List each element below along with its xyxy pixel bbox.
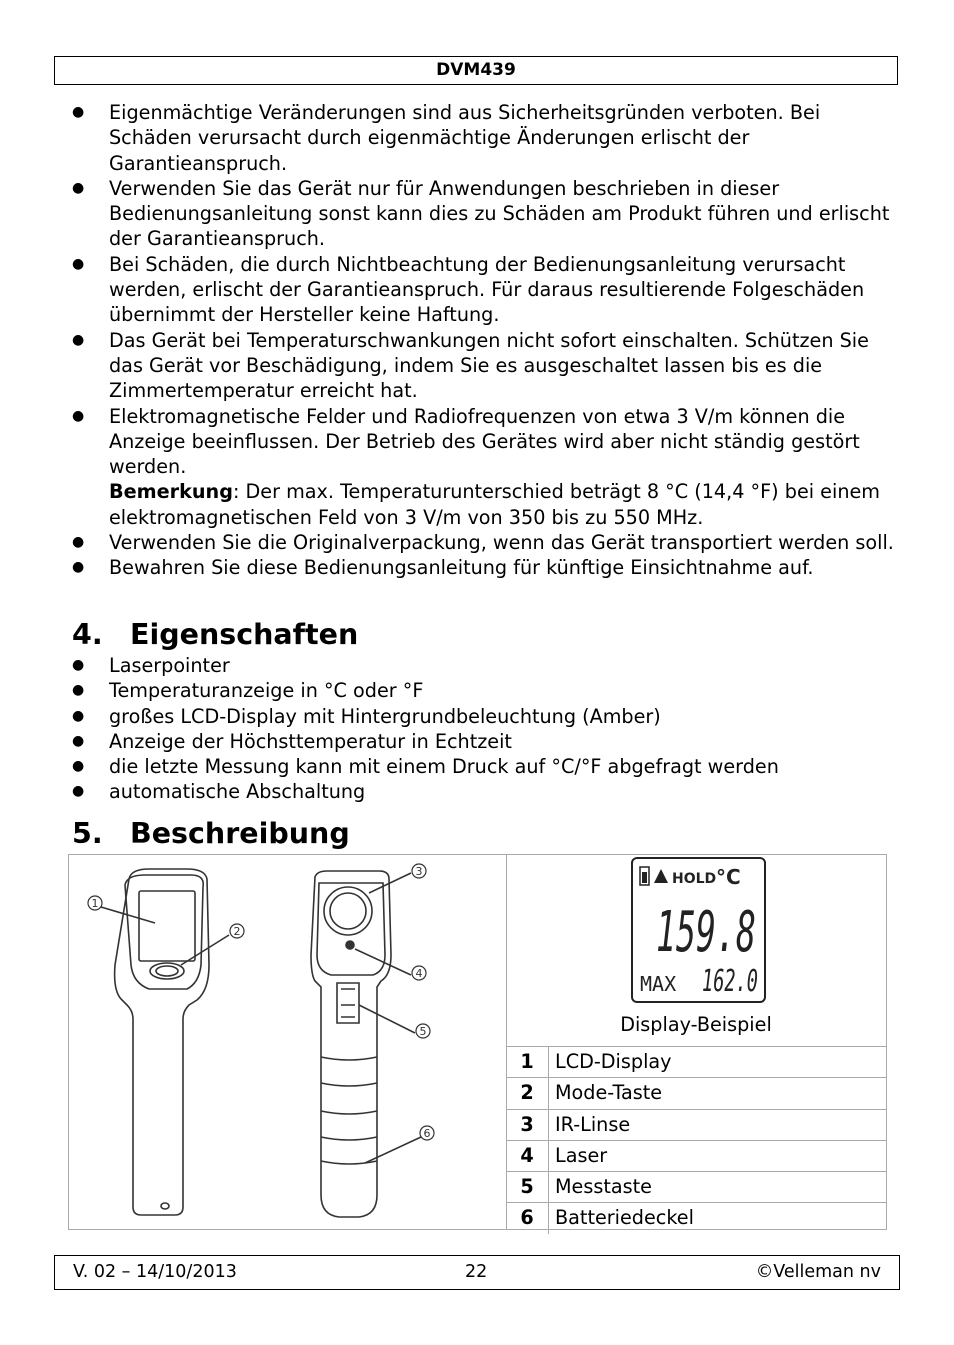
unit-indicator: °C — [716, 865, 741, 889]
list-item — [68, 530, 898, 555]
list-item-text: großes LCD-Display mit Hintergrundbeleuchtung (Amber) — [109, 704, 661, 728]
svg-text:1: 1 — [91, 897, 99, 910]
list-item-text: automatische Abschaltung — [109, 780, 366, 804]
svg-text:3: 3 — [415, 865, 423, 878]
part-label: Laser — [555, 1143, 608, 1167]
note-label: Bemerkung — [109, 480, 233, 504]
list-item — [68, 779, 898, 804]
list-item-text: Anzeige der Höchsttemperatur in Echtzeit — [109, 729, 512, 753]
section-heading-eigenschaften — [72, 617, 358, 653]
bullet-icon: ● — [72, 104, 85, 120]
callout-5 — [416, 1024, 430, 1038]
bullet-icon: ● — [72, 407, 85, 424]
list-item — [68, 729, 898, 754]
section-heading-beschreibung — [72, 816, 350, 852]
lcd-display-example — [506, 855, 886, 1010]
list-item — [68, 100, 898, 176]
part-label: Messtaste — [555, 1175, 652, 1199]
table-row — [506, 1110, 886, 1141]
page-number: 22 — [465, 1262, 488, 1282]
callout-6 — [420, 1126, 434, 1140]
parts-list — [506, 1047, 886, 1234]
list-item — [68, 176, 898, 252]
list-item — [68, 555, 898, 580]
main-reading: 159.8 — [656, 900, 756, 965]
bullet-icon: ● — [72, 732, 85, 749]
table-row — [506, 1203, 886, 1233]
svg-text:5: 5 — [419, 1025, 427, 1038]
table-row — [506, 1047, 886, 1078]
list-item — [68, 704, 898, 729]
laser-dot — [346, 941, 354, 949]
table-row — [506, 1078, 886, 1109]
part-number: 1 — [506, 1047, 549, 1077]
page-footer — [54, 1255, 900, 1290]
svg-text:2: 2 — [233, 925, 241, 938]
device-illustration — [69, 855, 506, 1229]
display-caption: Display-Beispiel — [620, 1013, 772, 1036]
section-number: 5. — [72, 817, 103, 850]
list-item — [68, 404, 898, 530]
section-title: Eigenschaften — [130, 618, 359, 651]
part-number: 4 — [506, 1141, 549, 1171]
list-item-text: Bei Schäden, die durch Nichtbeachtung der Bedienungsanleitung verursacht werden, erlischt der Garantieanspruch. Für daraus resultierende Folgeschäden übernimmt der Hersteller keine Haftung. — [109, 252, 865, 327]
table-row — [506, 1141, 886, 1172]
callout-1 — [88, 896, 102, 910]
ir-lens — [324, 887, 372, 935]
device-side-view — [311, 871, 391, 1217]
list-item-text: Temperaturanzeige in °C oder °F — [109, 679, 424, 703]
bullet-icon: ● — [72, 179, 85, 196]
callout-4 — [412, 966, 426, 980]
part-number: 3 — [506, 1110, 549, 1140]
list-item — [68, 252, 898, 328]
section-title: Beschreibung — [130, 817, 350, 850]
list-item — [68, 653, 898, 678]
max-reading: 162.0 — [702, 964, 758, 999]
footer-version: V. 02 – 14/10/2013 — [73, 1262, 237, 1282]
device-illustration-cell — [69, 855, 507, 1229]
device-front-view — [115, 869, 209, 1215]
bullet-icon: ● — [72, 559, 85, 576]
callout-3 — [412, 864, 426, 878]
svg-text:6: 6 — [423, 1127, 431, 1140]
max-label: MAX — [640, 972, 677, 996]
part-number: 5 — [506, 1172, 549, 1202]
list-item-text: Bewahren Sie diese Bedienungsanleitung für künftige Einsichtnahme auf. — [109, 556, 814, 580]
bullet-icon: ● — [72, 682, 85, 699]
list-item-text: Das Gerät bei Temperaturschwankungen nicht sofort einschalten. Schützen Sie das Gerät vor Beschädigung, indem Sie es ausgeschaltet lassen bis es die Zimmertemperatur erreicht hat. — [109, 328, 869, 403]
bullet-icon: ● — [72, 534, 85, 551]
note-text: : Der max. Temperaturunterschied beträgt 8 °C (14,4 °F) bei einem elektromagnetischen Feld von 3 V/m von 350 bis zu 550 MHz. — [109, 480, 880, 529]
part-label: Batteriedeckel — [555, 1206, 694, 1230]
hold-indicator: HOLD — [672, 871, 717, 887]
list-item-text: Laserpointer — [109, 654, 230, 677]
bullet-icon: ● — [72, 707, 85, 724]
page-header — [54, 56, 898, 85]
section-number: 4. — [72, 618, 103, 651]
list-item-text: Verwenden Sie das Gerät nur für Anwendungen beschrieben in dieser Bedienungsanleitung sonst kann dies zu Schäden am Produkt führen und erlischt der Garantieanspruch. — [109, 176, 890, 251]
bullet-icon: ● — [72, 255, 85, 272]
part-number: 6 — [506, 1203, 549, 1233]
list-item-text: die letzte Messung kann mit einem Druck auf °C/°F abgefragt werden — [109, 755, 779, 779]
table-row — [506, 1172, 886, 1203]
part-number: 2 — [506, 1078, 549, 1108]
list-item — [68, 754, 898, 779]
part-label: LCD-Display — [555, 1050, 672, 1073]
bullet-icon: ● — [72, 758, 85, 775]
part-label: IR-Linse — [555, 1112, 631, 1136]
safety-list — [68, 100, 898, 581]
bullet-icon: ● — [72, 657, 85, 673]
part-label: Mode-Taste — [555, 1081, 663, 1105]
battery-cover-grip — [321, 1057, 377, 1164]
svg-text:4: 4 — [415, 967, 423, 980]
bullet-icon: ● — [72, 331, 85, 348]
description-table — [68, 854, 887, 1230]
list-item — [68, 678, 898, 703]
features-list — [68, 653, 898, 805]
lcd-window — [139, 891, 195, 961]
header-title: DVM439 — [436, 60, 516, 80]
bullet-icon: ● — [72, 783, 85, 800]
list-item-text: Eigenmächtige Veränderungen sind aus Sicherheitsgründen verboten. Bei Schäden verursacht durch eigenmächtige Änderungen erlischt der Garantieanspruch. — [109, 101, 821, 175]
list-item-text: Elektromagnetische Felder und Radiofrequenzen von etwa 3 V/m können die Anzeige beeinflussen. Der Betrieb des Gerätes wird aber nicht ständig gestört werden. — [109, 404, 860, 479]
list-item — [68, 328, 898, 404]
list-item-text: Verwenden Sie die Originalverpackung, wenn das Gerät transportiert werden soll. — [109, 531, 894, 555]
footer-copyright: ©Velleman nv — [755, 1262, 881, 1282]
display-example-cell — [506, 855, 886, 1047]
callout-2 — [230, 924, 244, 938]
